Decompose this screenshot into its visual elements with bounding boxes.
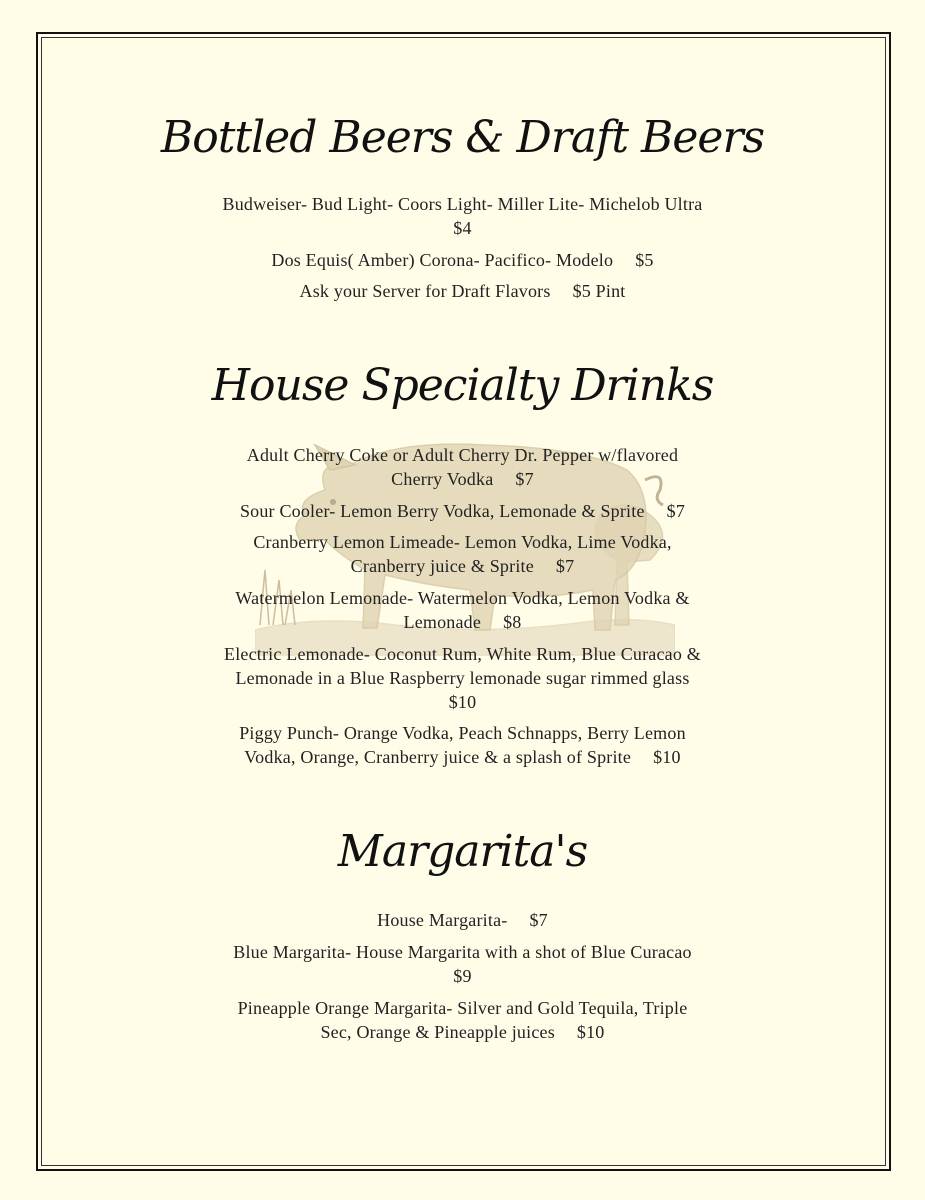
cranberry-limeade-desc: Cranberry Lemon Limeade- Lemon Vodka, Lime Vodka, [253,532,672,552]
beers-line-4 [150,279,775,303]
beer-draft-note: Ask your Server for Draft Flavors [299,281,551,301]
beer-price-draft: $5 Pint [572,281,626,301]
cranberry-limeade-desc-cont: Cranberry juice & Sprite [350,556,534,576]
cherry-coke-price: $7 [515,469,534,489]
piggy-punch-desc-cont: Vodka, Orange, Cranberry juice & a splash of Sprite [244,747,632,767]
cherry-coke-desc-cont: Cherry Vodka [391,469,494,489]
electric-lemonade-desc: Electric Lemonade- Coconut Rum, White Rum, Blue Curacao & [224,644,701,664]
pineapple-orange-desc-cont: Sec, Orange & Pineapple juices [320,1022,555,1042]
specialty-line-9 [150,666,775,690]
house-margarita-price: $7 [529,910,548,930]
watermelon-lemonade-desc-cont: Lemonade [403,612,482,632]
house-margarita-desc: House Margarita- [377,910,508,930]
margarita-line-1 [150,908,775,932]
beer-list-import: Dos Equis( Amber) Corona- Pacifico- Modelo [271,250,614,270]
beer-price-import: $5 [635,250,654,270]
specialty-line-8 [150,642,775,666]
watermelon-lemonade-price: $8 [503,612,522,632]
margarita-line-3 [150,964,775,988]
pineapple-orange-price: $10 [576,1022,605,1042]
specialty-line-11 [150,721,775,745]
piggy-punch-desc: Piggy Punch- Orange Vodka, Peach Schnapps, Berry Lemon [239,723,686,743]
piggy-punch-price: $10 [653,747,681,767]
beer-price-domestic: $4 [453,218,472,238]
cranberry-limeade-price: $7 [555,556,575,576]
specialty-line-6 [150,586,775,610]
beers-line-2 [150,216,775,240]
margarita-line-5 [150,1020,775,1044]
pineapple-orange-desc: Pineapple Orange Margarita- Silver and Gold Tequila, Triple [237,998,688,1018]
blue-margarita-price: $9 [453,966,472,986]
specialty-line-12 [150,745,775,769]
margarita-line-2 [150,940,775,964]
specialty-line-1 [150,443,775,467]
beers-heading: Bottled Beers & Draft Beers [160,112,765,163]
margarita-line-4 [150,996,775,1020]
sour-cooler-price: $7 [666,501,686,521]
margaritas-heading: Margarita's [337,826,588,877]
electric-lemonade-price: $10 [448,692,477,712]
blue-margarita-desc: Blue Margarita- House Margarita with a shot of Blue Curacao [233,942,692,962]
specialty-line-5 [150,554,775,578]
cherry-coke-desc: Adult Cherry Coke or Adult Cherry Dr. Pepper w/flavored [246,445,679,465]
beer-list-domestic: Budweiser- Bud Light- Coors Light- Miller Lite- Michelob Ultra [222,194,703,214]
beers-line-1 [150,192,775,216]
specialty-line-7 [150,610,775,634]
electric-lemonade-desc-cont: Lemonade in a Blue Raspberry lemonade sugar rimmed glass [235,668,690,688]
sour-cooler-desc: Sour Cooler- Lemon Berry Vodka, Lemonade & Sprite [239,501,645,521]
specialty-line-10 [150,690,775,714]
beers-line-3 [150,248,775,272]
specialty-line-2 [150,467,775,491]
specialty-line-3 [150,499,775,523]
specialty-line-4 [150,530,775,554]
specialty-heading: House Specialty Drinks [211,360,714,411]
watermelon-lemonade-desc: Watermelon Lemonade- Watermelon Vodka, Lemon Vodka & [235,588,690,608]
